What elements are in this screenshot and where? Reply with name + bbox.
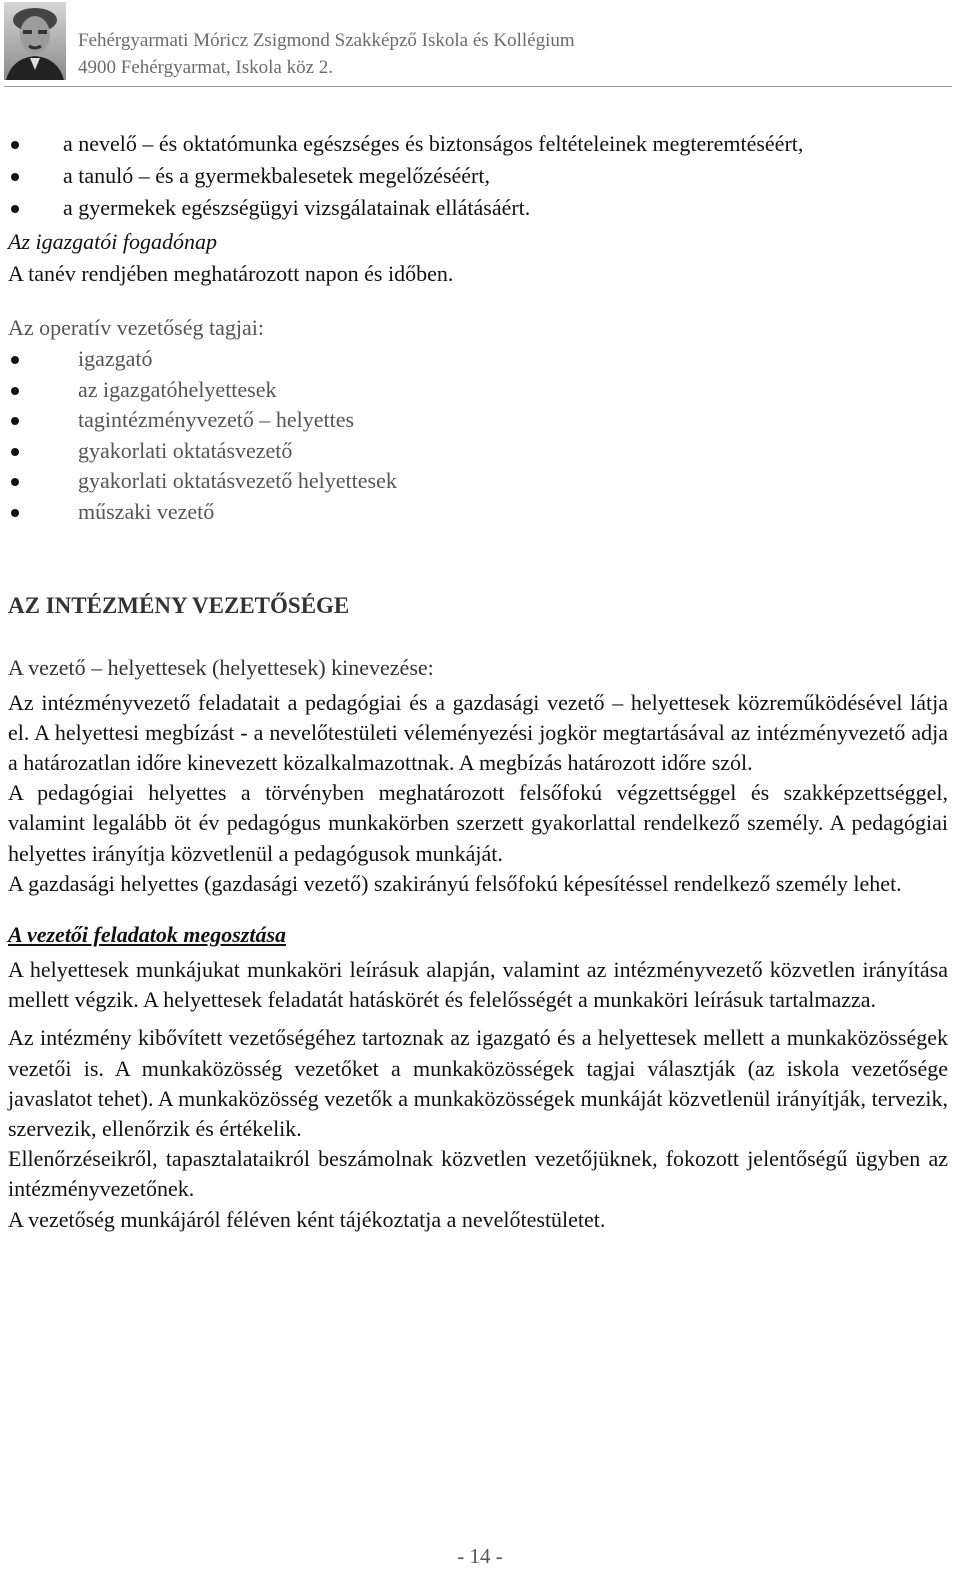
paragraph: Az intézményvezető feladatait a pedagógiai és a gazdasági vezető – helyettesek közreműködésével látja el. A helyettesi megbízást - a nevelőtestületi véleményezési jogkör megtartásával az intézményvezető adja a határozatlan időre kinevezett közalkalmazottnak. A megbízás határozott időre szól. xyxy=(8,689,948,775)
bullet-icon xyxy=(11,356,19,364)
operative-heading: Az operatív vezetőség tagjai: xyxy=(8,315,264,340)
bullet-icon xyxy=(11,448,19,456)
bullet-icon xyxy=(11,509,19,517)
list-item: tagintézményvezető – helyettes xyxy=(8,405,948,436)
paragraph: A helyettesek munkájukat munkaköri leírásuk alapján, valamint az intézményvezető közvetlen irányítása mellett végzik. A helyettesek feladatát hatáskörét és felelősségét a munkaköri leírásuk tartalmazza. xyxy=(8,956,948,1013)
bullet-icon xyxy=(11,173,19,181)
responsibilities-list xyxy=(8,128,948,224)
list-item: a tanuló – és a gyermekbalesetek megelőzéséért, xyxy=(8,160,948,192)
page-number: - 14 - xyxy=(457,1544,503,1568)
list-item: a gyermekek egészségügyi vizsgálatainak ellátásáért. xyxy=(8,192,948,224)
bullet-icon xyxy=(11,387,19,395)
header-divider xyxy=(4,86,952,87)
operative-members-list xyxy=(8,344,948,528)
bullet-icon xyxy=(11,141,19,149)
school-name: Fehérgyarmati Móricz Zsigmond Szakképző Iskola és Kollégium xyxy=(78,30,575,51)
paragraph: A gazdasági helyettes (gazdasági vezető) szakirányú felsőfokú képesítéssel rendelkező személy lehet. xyxy=(8,870,902,896)
list-item: műszaki vezető xyxy=(8,497,948,528)
reception-text: A tanév rendjében meghatározott napon és időben. xyxy=(8,261,454,286)
list-item: a nevelő – és oktatómunka egészséges és biztonságos feltételeinek megteremtéséért, xyxy=(8,128,948,160)
section-title: AZ INTÉZMÉNY VEZETŐSÉGE xyxy=(8,592,350,618)
page-header xyxy=(0,0,960,92)
school-address: 4900 Fehérgyarmat, Iskola köz 2. xyxy=(78,57,334,78)
list-item: gyakorlati oktatásvezető xyxy=(8,436,948,467)
paragraph: Ellenőrzéseikről, tapasztalataikról beszámolnak közvetlen vezetőjüknek, fokozott jelentőségű ügyben az intézményvezetőnek. xyxy=(8,1146,948,1202)
document-body xyxy=(8,128,948,1235)
paragraph: A vezetőség munkájáról féléven ként tájékoztatja a nevelőtestületet. xyxy=(8,1206,606,1232)
bullet-icon xyxy=(11,478,19,486)
paragraph: A pedagógiai helyettes a törvényben meghatározott felsőfokú végzettséggel és szakképzettséggel, valamint legalább öt év pedagógus munkakörben szerzett gyakorlattal rendelkező személy. A pedagógiai helyettes irányítja közvetlenül a pedagógusok munkáját. xyxy=(8,780,948,866)
list-item: gyakorlati oktatásvezető helyettesek xyxy=(8,466,948,497)
division-heading: A vezetői feladatok megosztása xyxy=(8,921,287,947)
bullet-icon xyxy=(11,205,19,213)
portrait-photo xyxy=(4,2,66,80)
paragraph: Az intézmény kibővített vezetőségéhez tartoznak az igazgató és a helyettesek mellett a munkaközösségek vezetői is. A munkaközösség vezetőket a munkaközösségek tagjai választják (az iskola vezetősége javaslatot tehet). A munkaközösség vezetők a munkaközösségek munkáját közvetlenül irányítják, tervezik, szervezik, ellenőrzik és értékelik. xyxy=(8,1025,948,1141)
list-item: igazgató xyxy=(8,344,948,375)
list-item: az igazgatóhelyettesek xyxy=(8,375,948,406)
appointment-heading: A vezető – helyettesek (helyettesek) kinevezése: xyxy=(8,654,434,680)
bullet-icon xyxy=(11,417,19,425)
reception-heading: Az igazgatói fogadónap xyxy=(8,229,218,254)
